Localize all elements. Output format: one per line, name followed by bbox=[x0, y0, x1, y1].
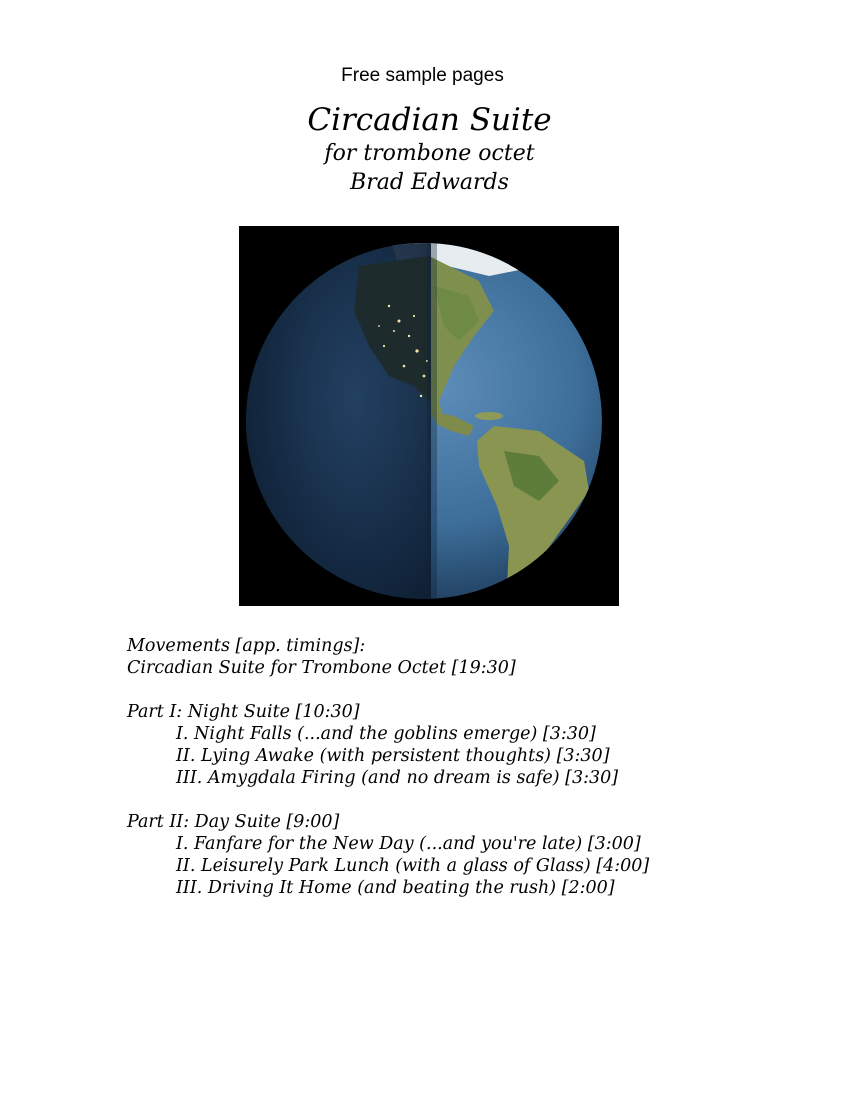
movement-item: III. Amygdala Firing (and no dream is safe) [3:30] bbox=[176, 768, 619, 788]
full-work-timing: Circadian Suite for Trombone Octet [19:30] bbox=[127, 658, 516, 678]
movement-item: III. Driving It Home (and beating the rush) [2:00] bbox=[176, 878, 615, 898]
piece-title: Circadian Suite bbox=[307, 102, 552, 138]
earth-globe-illustration bbox=[239, 226, 619, 606]
part-title: Part II: Day Suite [9:00] bbox=[127, 812, 340, 832]
movements-list bbox=[127, 635, 827, 899]
composer-name: Brad Edwards bbox=[350, 170, 509, 195]
free-sample-note: Free sample pages bbox=[341, 65, 504, 86]
movement-item: II. Lying Awake (with persistent thoughts) [3:30] bbox=[176, 746, 610, 766]
movement-item: I. Night Falls (...and the goblins emerge) [3:30] bbox=[176, 724, 596, 744]
movements-heading: Movements [app. timings]: bbox=[127, 636, 366, 656]
earth-globe-image bbox=[239, 226, 619, 606]
instrumentation-subtitle: for trombone octet bbox=[324, 141, 535, 166]
movement-item: II. Leisurely Park Lunch (with a glass of Glass) [4:00] bbox=[176, 856, 650, 876]
movement-item: I. Fanfare for the New Day (...and you're late) [3:00] bbox=[176, 834, 641, 854]
part-title: Part I: Night Suite [10:30] bbox=[127, 702, 360, 722]
